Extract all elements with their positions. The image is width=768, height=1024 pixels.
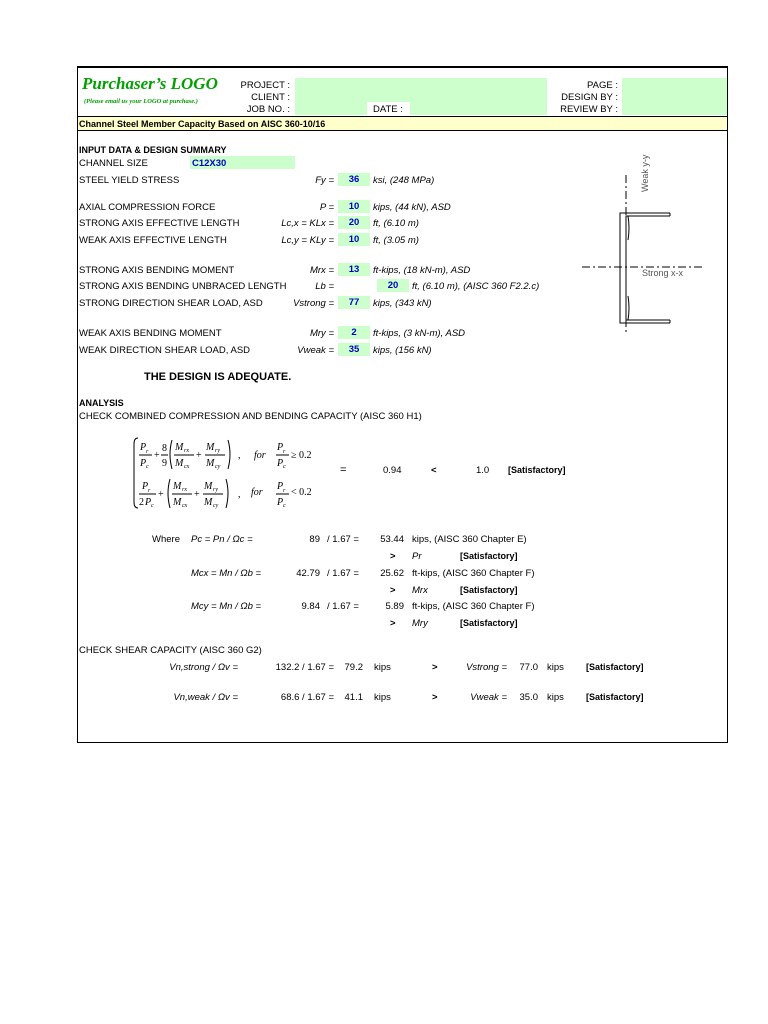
svg-text:2: 2 (139, 497, 144, 508)
input-row-unit: ft-kips, (3 kN-m), ASD (373, 328, 466, 339)
svg-text:rx: rx (184, 448, 189, 454)
svg-text:r: r (148, 488, 151, 494)
capacity-divisor: / 1.67 = (327, 534, 359, 545)
svg-text:M: M (204, 497, 213, 508)
input-row-value[interactable]: 10 (338, 200, 370, 213)
input-row-label: STEEL YIELD STRESS (79, 175, 180, 186)
date-field[interactable] (410, 102, 547, 115)
capacity-unit: kips, (AISC 360 Chapter E) (412, 534, 527, 545)
input-row-unit: kips, (156 kN) (373, 345, 432, 356)
shear-result: 41.1 (344, 692, 363, 703)
input-row-value[interactable]: 20 (338, 216, 370, 229)
project-label: PROJECT : (240, 80, 290, 91)
job-no-field[interactable] (295, 102, 367, 115)
svg-text:P: P (277, 442, 284, 453)
capacity-symbol: Pc = Pn / Ωc = (191, 534, 253, 545)
shear-calc: 68.6 / 1.67 = (280, 692, 334, 703)
svg-text:P: P (140, 442, 147, 453)
input-row-unit: ft, (3.05 m) (373, 235, 419, 246)
capacity-status: [Satisfactory] (460, 585, 518, 595)
input-row-value[interactable]: 35 (338, 343, 370, 356)
shear-demand-symbol: Vweak = (470, 692, 507, 703)
capacity-divisor: / 1.67 = (327, 568, 359, 579)
for-label-1: for (254, 450, 266, 461)
input-heading: INPUT DATA & DESIGN SUMMARY (79, 145, 227, 155)
where-label: Where (152, 534, 180, 545)
shear-demand-value: 35.0 (519, 692, 538, 703)
capacity-result: 25.62 (380, 568, 404, 579)
capacity-nominal: 89 (309, 534, 320, 545)
interaction-value: 0.94 (383, 465, 402, 476)
strong-axis-label: Strong x-x (642, 268, 684, 278)
capacity-compare: > (390, 585, 396, 596)
svg-text:rx: rx (182, 487, 187, 493)
input-row-symbol: Lc,x = KLx = (281, 218, 334, 229)
shear-check-title: CHECK SHEAR CAPACITY (AISC 360 G2) (79, 645, 262, 656)
input-row-label: STRONG DIRECTION SHEAR LOAD, ASD (79, 298, 263, 309)
shear-symbol: Vn,strong / Ωv = (169, 662, 238, 673)
design-by-label: DESIGN BY : (561, 92, 618, 103)
capacity-result: 53.44 (380, 534, 404, 545)
svg-text:r: r (283, 488, 286, 494)
capacity-compare: > (390, 618, 396, 629)
svg-text:M: M (173, 497, 182, 508)
svg-text:+: + (194, 489, 200, 500)
svg-text:r: r (283, 449, 286, 455)
svg-text:M: M (175, 458, 184, 469)
capacity-result: 5.89 (385, 601, 404, 612)
input-row-label: WEAK DIRECTION SHEAR LOAD, ASD (79, 345, 251, 356)
svg-text:M: M (175, 442, 184, 453)
capacity-divisor: / 1.67 = (327, 601, 359, 612)
input-row-value[interactable]: 2 (338, 326, 370, 339)
svg-text:9: 9 (162, 458, 167, 469)
svg-text:ry: ry (213, 487, 218, 493)
svg-text:c: c (283, 503, 286, 509)
svg-text:8: 8 (162, 443, 167, 454)
input-row-label: WEAK AXIS BENDING MOMENT (79, 328, 222, 339)
capacity-unit: ft-kips, (AISC 360 Chapter F) (412, 568, 535, 579)
input-row-label: STRONG AXIS BENDING MOMENT (79, 265, 235, 276)
svg-text:P: P (277, 458, 284, 469)
shear-status: [Satisfactory] (586, 692, 644, 702)
svg-text:r: r (146, 449, 149, 455)
svg-text:,: , (238, 450, 241, 461)
input-row-unit: ksi, (248 MPa) (373, 175, 435, 186)
input-row-symbol: Fy = (315, 175, 334, 186)
svg-text:c: c (151, 503, 154, 509)
review-by-label: REVIEW BY : (560, 104, 618, 115)
svg-text:+: + (196, 450, 202, 461)
input-row-unit: kips, (343 kN) (373, 298, 432, 309)
shear-demand-unit: kips (547, 662, 564, 673)
shear-calc: 132.2 / 1.67 = (275, 662, 334, 673)
capacity-nominal: 9.84 (301, 601, 320, 612)
client-label: CLIENT : (251, 92, 290, 103)
input-row-symbol: Lb = (315, 281, 334, 292)
channel-size-value: C12X30 (192, 158, 227, 169)
input-row-label: STRONG AXIS BENDING UNBRACED LENGTH (79, 281, 287, 292)
svg-text:P: P (277, 481, 284, 492)
input-row-symbol: Vstrong = (293, 298, 334, 309)
capacity-demand: Mry (412, 618, 428, 629)
job-no-label: JOB NO. : (246, 104, 290, 115)
interaction-limit: 1.0 (476, 465, 490, 476)
project-client-field[interactable] (295, 78, 547, 102)
input-row-symbol: Mry = (309, 328, 334, 339)
svg-text:P: P (277, 497, 284, 508)
analysis-heading: ANALYSIS (79, 398, 124, 408)
input-row-unit: ft-kips, (18 kN-m), ASD (373, 265, 471, 276)
input-row-value[interactable]: 13 (338, 263, 370, 276)
svg-text:M: M (204, 481, 213, 492)
shear-unit: kips (374, 662, 391, 673)
input-row-symbol: Mrx = (309, 265, 334, 276)
input-row-unit: kips, (44 kN), ASD (373, 202, 451, 213)
capacity-symbol: Mcx = Mn / Ωb = (191, 568, 262, 579)
svg-text:+: + (154, 450, 160, 461)
interaction-status: [Satisfactory] (508, 465, 566, 475)
svg-text:P: P (140, 458, 147, 469)
svg-text:ry: ry (215, 448, 220, 454)
svg-text:cx: cx (182, 503, 188, 509)
capacity-nominal: 42.79 (296, 568, 320, 579)
capacity-unit: ft-kips, (AISC 360 Chapter F) (412, 601, 535, 612)
svg-text:cy: cy (213, 503, 219, 509)
input-row-value[interactable]: 10 (338, 233, 370, 246)
svg-text:M: M (206, 458, 215, 469)
input-row-label: AXIAL COMPRESSION FORCE (79, 202, 216, 213)
capacity-demand: Pr (412, 551, 422, 562)
svg-text:+: + (158, 489, 164, 500)
svg-text:cx: cx (184, 464, 190, 470)
interaction-equation (130, 434, 330, 514)
purchaser-logo: Purchaser’s LOGO (82, 74, 218, 93)
condition-2: < 0.2 (291, 487, 312, 498)
page-designby-reviewby-fields[interactable] (622, 78, 727, 115)
input-row-value[interactable]: 77 (338, 296, 370, 309)
page-label: PAGE : (587, 80, 618, 91)
input-row-label: WEAK AXIS EFFECTIVE LENGTH (79, 235, 227, 246)
svg-text:c: c (283, 464, 286, 470)
svg-text:P: P (145, 497, 152, 508)
capacity-compare: > (390, 551, 396, 562)
shear-status: [Satisfactory] (586, 662, 644, 672)
shear-compare: > (432, 662, 438, 673)
shear-result: 79.2 (344, 662, 363, 673)
capacity-status: [Satisfactory] (460, 551, 518, 561)
svg-text:M: M (173, 481, 182, 492)
design-result: THE DESIGN IS ADEQUATE. (144, 371, 292, 383)
capacity-demand: Mrx (412, 585, 428, 596)
condition-1: ≥ 0.2 (291, 450, 312, 461)
shear-unit: kips (374, 692, 391, 703)
combined-check-title: CHECK COMBINED COMPRESSION AND BENDING CAPACITY (AISC 360 H1) (79, 411, 422, 422)
svg-text:c: c (146, 464, 149, 470)
less-than-sign: < (431, 465, 437, 476)
input-row-unit: ft, (6.10 m), (AISC 360 F2.2.c) (412, 281, 540, 292)
shear-demand-unit: kips (547, 692, 564, 703)
shear-demand-value: 77.0 (519, 662, 538, 673)
input-row-value[interactable]: 36 (338, 173, 370, 186)
equals-sign: = (340, 464, 347, 476)
input-row-symbol: Lc,y = KLy = (281, 235, 334, 246)
sheet-title: Channel Steel Member Capacity Based on AISC 360-10/16 (79, 119, 326, 129)
input-row-value[interactable]: 20 (377, 279, 409, 292)
channel-size-label: CHANNEL SIZE (79, 158, 148, 169)
svg-text:cy: cy (215, 464, 221, 470)
input-row-label: STRONG AXIS EFFECTIVE LENGTH (79, 218, 240, 229)
capacity-status: [Satisfactory] (460, 618, 518, 628)
svg-text:M: M (206, 442, 215, 453)
svg-text:,: , (238, 489, 241, 500)
shear-demand-symbol: Vstrong = (466, 662, 507, 673)
shear-symbol: Vn,weak / Ωv = (173, 692, 238, 703)
input-row-unit: ft, (6.10 m) (373, 218, 419, 229)
for-label-2: for (251, 487, 263, 498)
shear-compare: > (432, 692, 438, 703)
logo-note: (Please email us your LOGO at purchase.) (84, 98, 198, 105)
svg-text:P: P (142, 481, 149, 492)
weak-axis-label: Weak y-y (640, 154, 650, 192)
capacity-symbol: Mcy = Mn / Ωb = (191, 601, 262, 612)
input-row-symbol: P = (319, 202, 334, 213)
date-label: DATE : (373, 104, 403, 115)
input-row-symbol: Vweak = (297, 345, 334, 356)
